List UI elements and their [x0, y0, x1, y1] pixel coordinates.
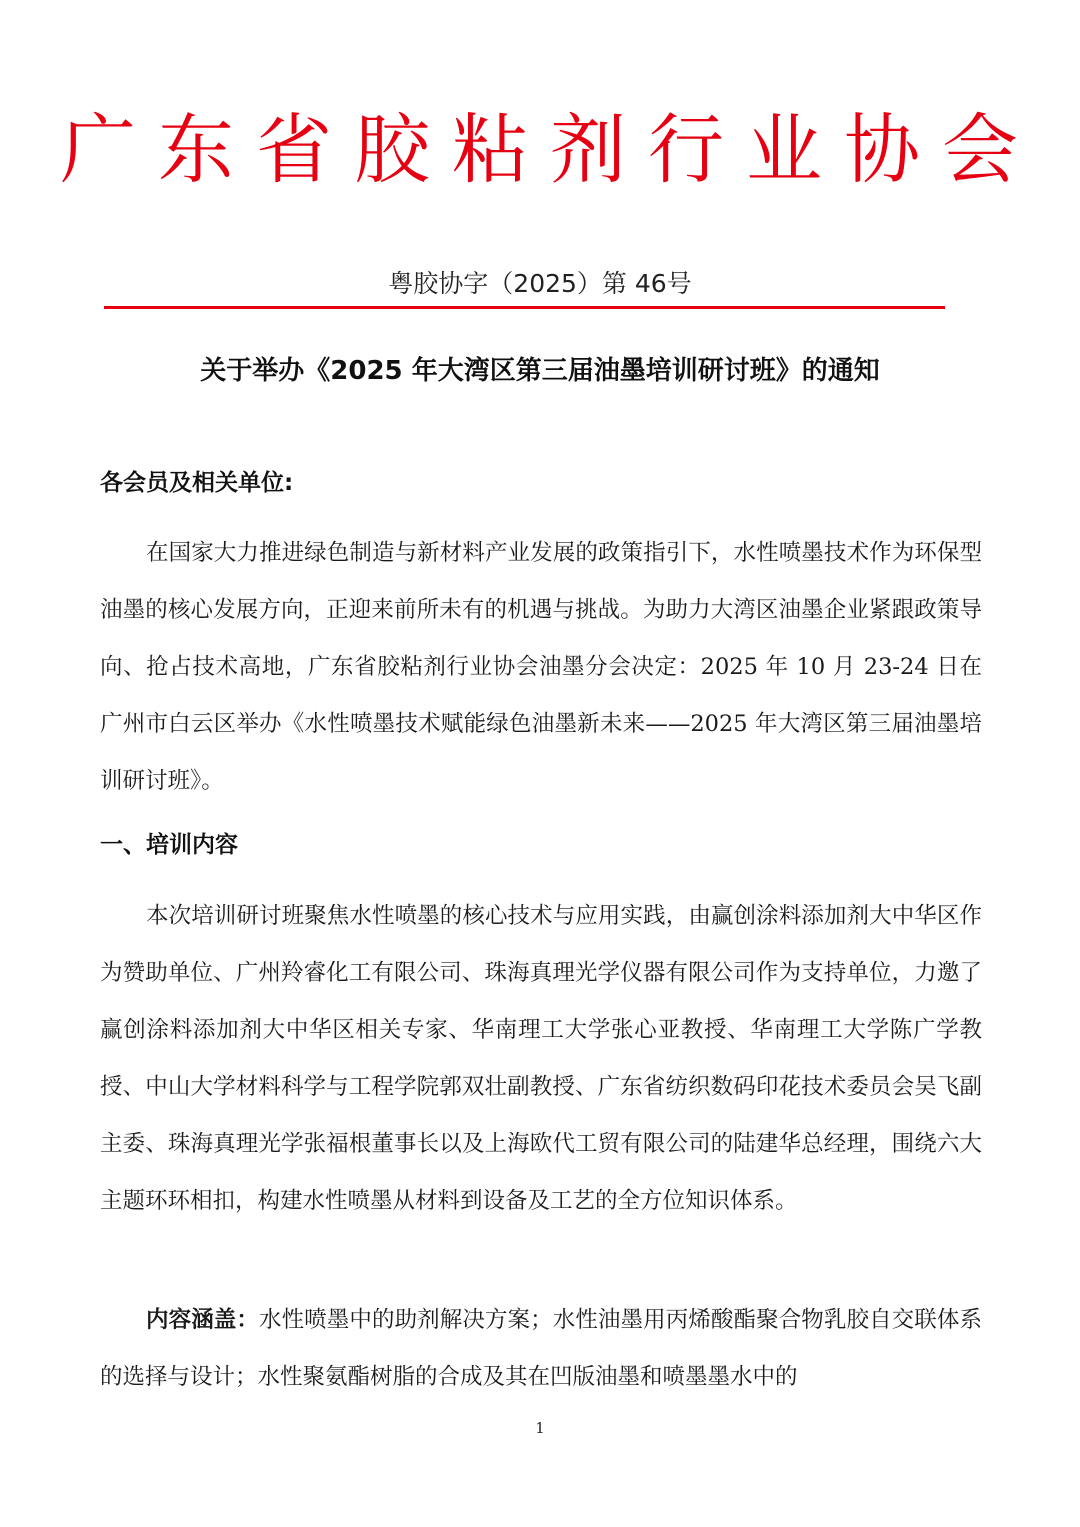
page-number: 1 [535, 1419, 545, 1437]
training-content-paragraph: 本次培训研讨班聚焦水性喷墨的核心技术与应用实践，由赢创涂料添加剂大中华区作为赞助单位、广州羚睿化工有限公司、珠海真理光学仪器有限公司作为支持单位，力邀了赢创涂料添加剂大中华区相关专家、华南理工大学张心亚教授、华南理工大学陈广学教授、中山大学材料科学与工程学院郭双壮副教授、广东省纺织数码印花技术委员会吴飞副主委、珠海真理光学张福根董事长以及上海欧代工贸有限公司的陆建华总经理，围绕六大主题环环相扣，构建水性喷墨从材料到设备及工艺的全方位知识体系。 [100, 903, 982, 1214]
intro-paragraph: 在国家大力推进绿色制造与新材料产业发展的政策指引下，水性喷墨技术作为环保型油墨的核心发展方向，正迎来前所未有的机遇与挑战。为助力大湾区油墨企业紧跟政策导向、抢占技术高地，广东省胶粘剂行业协会油墨分会决定：2025 年 10 月 23-24 日在广州市白云区举办《水性喷墨技术赋能绿色油墨新未来——2025 年大湾区第三届油墨培训研讨班》。 [100, 540, 982, 794]
red-divider-line [104, 306, 945, 309]
section-heading-training-content: 一、培训内容 [100, 832, 238, 858]
document-number: 粤胶协字（2025）第 46号 [388, 269, 692, 298]
notice-title: 关于举办《2025 年大湾区第三届油墨培训研讨班》的通知 [200, 356, 880, 386]
content-coverage-text: 水性喷墨中的助剂解决方案；水性油墨用丙烯酸酯聚合物乳胶自交联体系的选择与设计；水性聚氨酯树脂的合成及其在凹版油墨和喷墨墨水中的 [100, 1307, 982, 1390]
content-coverage-paragraph [100, 1292, 982, 1406]
salutation: 各会员及相关单位: [100, 470, 294, 496]
content-coverage-label: 内容涵盖： [146, 1307, 259, 1333]
organization-title: 广东省胶粘剂行业协会 [60, 105, 1040, 194]
